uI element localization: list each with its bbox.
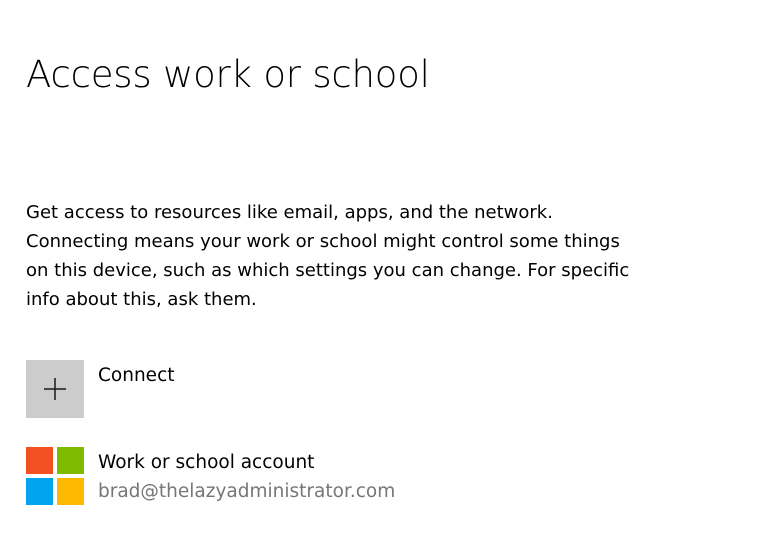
page-title: Access work or school [26,53,430,96]
connect-labels [98,362,175,390]
logo-blue-square [26,478,53,505]
connect-button[interactable] [26,360,175,418]
microsoft-logo-icon [26,447,84,505]
plus-icon [44,378,66,400]
description-line: Connecting means your work or school might control some things [26,231,620,252]
logo-green-square [57,447,84,474]
account-type-label: Work or school account [98,452,315,473]
account-labels [98,449,395,507]
connect-label: Connect [98,365,175,386]
description-line: info about this, ask them. [26,289,257,310]
logo-yellow-square [57,478,84,505]
page-description [26,198,686,314]
work-school-account-item[interactable] [26,447,395,507]
account-email: brad@thelazyadministrator.com [98,481,396,502]
description-line: Get access to resources like email, apps, and the network. [26,202,553,223]
logo-red-square [26,447,53,474]
connect-tile[interactable] [26,360,84,418]
description-line: on this device, such as which settings you can change. For specific [26,260,630,281]
